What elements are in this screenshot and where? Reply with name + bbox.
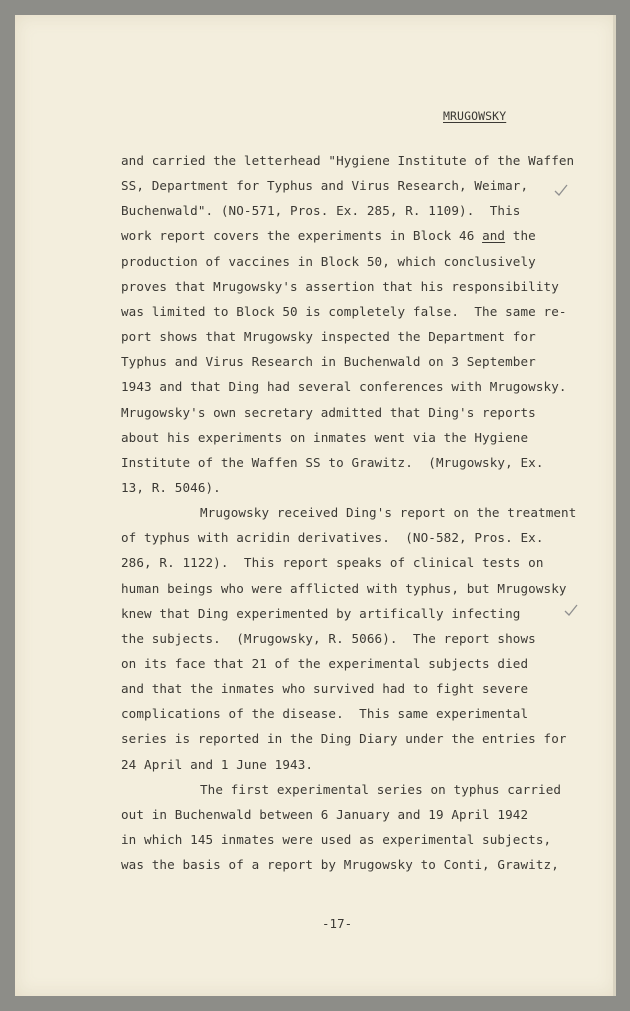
text-line: in which 145 inmates were used as experimental subjects, <box>121 832 552 847</box>
text-line: and carried the letterhead "Hygiene Institute of the Waffen <box>121 153 575 168</box>
text-line: knew that Ding experimented by artifically infecting <box>121 606 521 621</box>
check-mark-icon <box>553 183 569 197</box>
text-line: complications of the disease. This same experimental <box>121 706 529 721</box>
text-line: Typhus and Virus Research in Buchenwald on 3 September <box>121 354 536 369</box>
text-line: 24 April and 1 June 1943. <box>121 757 314 772</box>
text-line: human beings who were afflicted with typhus, but Mrugowsky <box>121 581 567 596</box>
text-line: was limited to Block 50 is completely false. The same re- <box>121 304 567 319</box>
paper-edge <box>613 15 616 996</box>
text-line: Buchenwald". (NO-571, Pros. Ex. 285, R. 1109). This <box>121 203 521 218</box>
text-line: about his experiments on inmates went via the Hygiene <box>121 430 529 445</box>
text-line: out in Buchenwald between 6 January and 19 April 1942 <box>121 807 529 822</box>
text-line: proves that Mrugowsky's assertion that his responsibility <box>121 279 559 294</box>
text-line: Institute of the Waffen SS to Grawitz. (Mrugowsky, Ex. <box>121 455 544 470</box>
underlined-word: and <box>482 228 506 243</box>
text-line: and that the inmates who survived had to fight severe <box>121 681 529 696</box>
text-line: was the basis of a report by Mrugowsky to Conti, Grawitz, <box>121 857 559 872</box>
text-line: Mrugowsky's own secretary admitted that Ding's reports <box>121 405 536 420</box>
text-line: port shows that Mrugowsky inspected the Department for <box>121 329 536 344</box>
text-line: series is reported in the Ding Diary under the entries for <box>121 731 567 746</box>
text-line: work report covers the experiments in Block 46 and the <box>121 228 536 243</box>
page-number: -17- <box>322 916 353 931</box>
text-line: 1943 and that Ding had several conferences with Mrugowsky. <box>121 379 567 394</box>
text-line: the subjects. (Mrugowsky, R. 5066). The report shows <box>121 631 536 646</box>
text-line: on its face that 21 of the experimental subjects died <box>121 656 529 671</box>
text-line: The first experimental series on typhus carried <box>200 782 562 797</box>
text-line: 286, R. 1122). This report speaks of clinical tests on <box>121 555 544 570</box>
text-line: 13, R. 5046). <box>121 480 221 495</box>
text-line: production of vaccines in Block 50, which conclusively <box>121 254 536 269</box>
check-mark-icon <box>563 603 579 617</box>
text-line: SS, Department for Typhus and Virus Research, Weimar, <box>121 178 529 193</box>
text-line: Mrugowsky received Ding's report on the treatment <box>200 505 577 520</box>
text-line: of typhus with acridin derivatives. (NO-582, Pros. Ex. <box>121 530 544 545</box>
running-header: MRUGOWSKY <box>443 109 507 123</box>
